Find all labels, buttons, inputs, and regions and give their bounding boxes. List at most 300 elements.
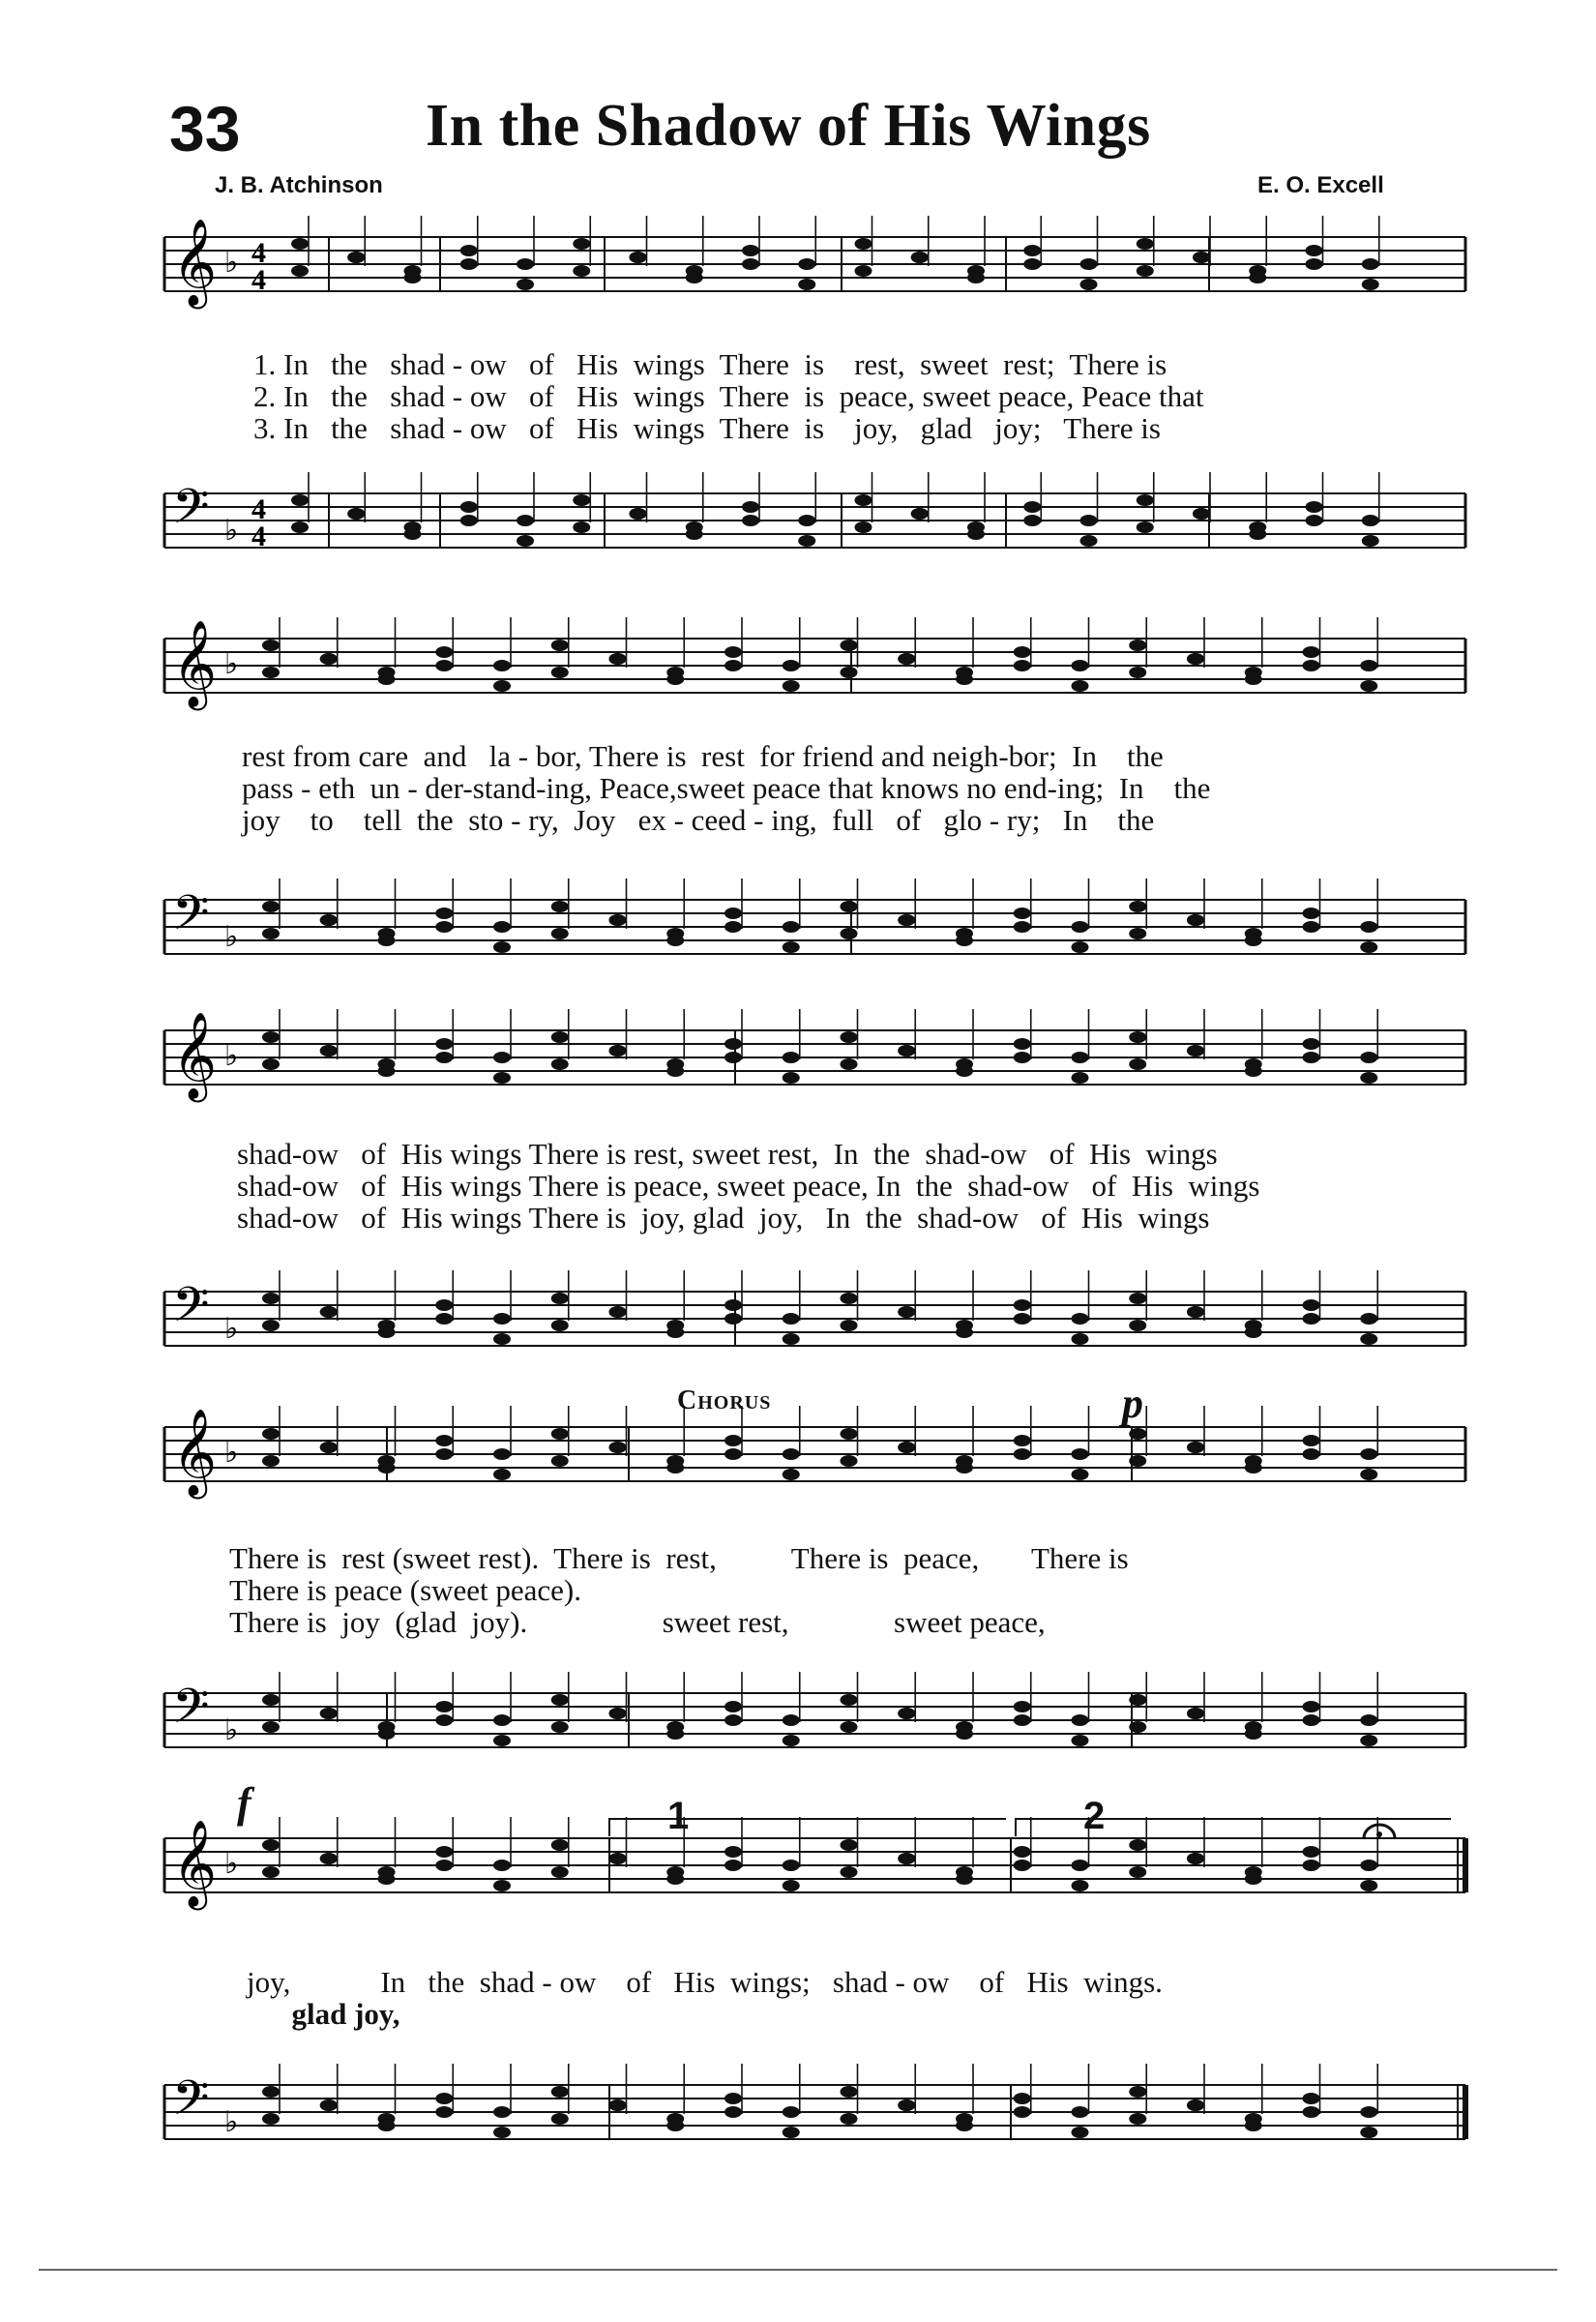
note-head	[1080, 515, 1098, 526]
note-head	[798, 515, 815, 526]
note-head	[1129, 667, 1146, 678]
note-head	[841, 2086, 858, 2098]
note-head	[1072, 1469, 1089, 1480]
lyric-line: There is joy (glad joy). sweet rest, sweet peace,	[229, 1605, 1046, 1639]
note-head	[724, 1052, 742, 1063]
note-head	[1362, 279, 1379, 290]
page-bottom-rule	[39, 2269, 1557, 2271]
note-head	[742, 245, 759, 256]
note-head	[783, 1313, 800, 1325]
note-head	[855, 494, 872, 506]
time-signature: 4	[251, 521, 266, 552]
note-head	[320, 653, 338, 665]
treble-clef: 𝄞	[172, 1820, 218, 1907]
note-head	[783, 1735, 800, 1746]
note-head	[956, 1728, 973, 1740]
note-head	[493, 1333, 511, 1345]
note-head	[551, 1058, 569, 1070]
note-head	[783, 2106, 800, 2118]
note-head	[666, 1728, 684, 1740]
note-head	[1014, 921, 1031, 933]
note-head	[956, 2120, 973, 2131]
second-ending-bracket	[1016, 1819, 1451, 1836]
dynamic-marking: p	[1122, 1380, 1143, 1427]
note-head	[1360, 1333, 1377, 1345]
note-head	[1072, 1313, 1089, 1325]
note-head	[1129, 928, 1146, 939]
note-head	[262, 667, 280, 678]
note-head	[1360, 1880, 1377, 1891]
note-head	[573, 521, 590, 533]
note-head	[956, 1326, 973, 1338]
note-head	[1303, 1860, 1320, 1871]
note-head	[666, 2120, 684, 2131]
note-head	[517, 279, 534, 290]
note-head	[956, 1462, 973, 1474]
note-head	[724, 1701, 742, 1712]
note-head	[262, 1866, 280, 1878]
note-head	[1303, 1052, 1320, 1063]
note-head	[841, 901, 858, 912]
note-head	[1137, 238, 1154, 250]
note-head	[666, 673, 684, 685]
note-head	[1014, 1448, 1031, 1460]
note-head	[517, 535, 534, 547]
note-head	[1193, 508, 1210, 520]
first-ending-number: 1	[667, 1795, 690, 1837]
note-head	[262, 1293, 280, 1304]
note-head	[855, 265, 872, 277]
note-head	[898, 2099, 915, 2111]
note-head	[1129, 1721, 1146, 1733]
note-head	[666, 935, 684, 946]
note-head	[551, 2113, 569, 2125]
note-head	[1303, 646, 1320, 658]
note-head	[783, 1880, 800, 1891]
note-head	[1129, 1455, 1146, 1467]
note-head	[262, 1455, 280, 1467]
note-head	[1072, 941, 1089, 953]
note-head	[460, 515, 478, 526]
note-head	[493, 921, 511, 933]
note-head	[1014, 2093, 1031, 2104]
note-head	[460, 245, 478, 256]
key-signature-flat: ♭	[224, 514, 239, 548]
note-head	[435, 1299, 453, 1311]
note-head	[320, 914, 338, 926]
note-head	[724, 1038, 742, 1050]
note-head	[724, 921, 742, 933]
note-head	[493, 1880, 511, 1891]
note-head	[783, 2127, 800, 2138]
note-head	[841, 1428, 858, 1440]
note-head	[320, 1306, 338, 1318]
note-head	[1080, 279, 1098, 290]
note-head	[1362, 535, 1379, 547]
note-head	[783, 1860, 800, 1871]
note-head	[435, 1846, 453, 1858]
note-head	[1360, 1469, 1377, 1480]
note-head	[551, 901, 569, 912]
note-head	[1303, 921, 1320, 933]
note-head	[630, 252, 647, 263]
note-head	[517, 258, 534, 270]
note-head	[841, 2113, 858, 2125]
note-head	[1014, 1313, 1031, 1325]
note-head	[1360, 1052, 1377, 1063]
note-head	[898, 1045, 915, 1057]
note-head	[783, 680, 800, 692]
note-head	[724, 908, 742, 919]
note-head	[460, 258, 478, 270]
note-head	[1072, 680, 1089, 692]
note-head	[1014, 1701, 1031, 1712]
note-head	[1187, 2099, 1204, 2111]
note-head	[1014, 1052, 1031, 1063]
note-head	[1303, 2106, 1320, 2118]
note-head	[493, 1052, 511, 1063]
note-head	[262, 1721, 280, 1733]
bass-clef: 𝄢	[172, 885, 210, 953]
note-head	[262, 1031, 280, 1043]
note-head	[1360, 680, 1377, 692]
lyric-line: joy to tell the sto - ry, Joy ex - ceed - ing, full of glo - ry; In the	[242, 803, 1155, 837]
note-head	[1187, 914, 1204, 926]
note-head	[1129, 1293, 1146, 1304]
time-signature: 4	[251, 264, 266, 296]
note-head	[1245, 1462, 1262, 1474]
note-head	[378, 1065, 396, 1077]
lyric-line: There is peace (sweet peace).	[229, 1573, 582, 1607]
note-head	[724, 1860, 742, 1871]
note-head	[742, 501, 759, 513]
note-head	[841, 1031, 858, 1043]
time-signature: 4	[251, 493, 266, 525]
dynamic-marking: f	[237, 1779, 251, 1827]
note-head	[1187, 653, 1204, 665]
note-head	[1360, 660, 1377, 671]
note-head	[1072, 1052, 1089, 1063]
note-head	[1303, 660, 1320, 671]
note-head	[435, 1052, 453, 1063]
note-head	[1360, 1313, 1377, 1325]
note-head	[1129, 640, 1146, 651]
lyric-line: 2. In the shad - ow of His wings There is peace, sweet peace, Peace that	[253, 379, 1204, 413]
note-head	[1072, 2106, 1089, 2118]
note-head	[404, 528, 422, 540]
note-head	[666, 1065, 684, 1077]
note-head	[1129, 1058, 1146, 1070]
composer-credit: E. O. Excell	[1257, 172, 1384, 198]
note-head	[898, 1306, 915, 1318]
note-head	[1072, 1860, 1089, 1871]
note-head	[724, 1313, 742, 1325]
note-head	[551, 640, 569, 651]
note-head	[551, 1428, 569, 1440]
note-head	[493, 1714, 511, 1726]
note-head	[320, 1442, 338, 1453]
note-head	[378, 673, 396, 685]
note-head	[841, 1866, 858, 1878]
note-head	[609, 1045, 627, 1057]
note-head	[841, 928, 858, 939]
note-head	[1129, 1428, 1146, 1440]
note-head	[1360, 1448, 1377, 1460]
note-head	[841, 1839, 858, 1851]
note-head	[1245, 1065, 1262, 1077]
note-head	[1245, 1326, 1262, 1338]
note-head	[378, 2120, 396, 2131]
note-head	[1360, 2127, 1377, 2138]
treble-clef: 𝄞	[172, 1012, 218, 1099]
note-head	[1129, 1839, 1146, 1851]
note-head	[1360, 941, 1377, 953]
note-head	[898, 1442, 915, 1453]
key-signature-flat: ♭	[224, 1039, 239, 1073]
note-head	[1187, 1708, 1204, 1719]
note-head	[841, 1320, 858, 1331]
note-head	[742, 515, 759, 526]
note-head	[898, 1853, 915, 1864]
note-head	[724, 660, 742, 671]
note-head	[551, 1455, 569, 1467]
note-head	[347, 252, 365, 263]
note-head	[798, 258, 815, 270]
note-head	[855, 238, 872, 250]
note-head	[291, 494, 309, 506]
note-head	[404, 272, 422, 283]
note-head	[666, 1326, 684, 1338]
note-head	[493, 1313, 511, 1325]
note-head	[378, 1462, 396, 1474]
note-head	[911, 252, 929, 263]
note-head	[1303, 908, 1320, 919]
note-head	[551, 1866, 569, 1878]
note-head	[841, 667, 858, 678]
note-head	[551, 1721, 569, 1733]
hymn-title: In the Shadow of His Wings	[426, 93, 1151, 159]
note-head	[1129, 901, 1146, 912]
note-head	[1187, 1853, 1204, 1864]
note-head	[493, 1735, 511, 1746]
note-head	[435, 2106, 453, 2118]
treble-clef: 𝄞	[172, 1409, 218, 1496]
note-head	[347, 508, 365, 520]
note-head	[262, 1320, 280, 1331]
hymn-number: 33	[169, 93, 241, 164]
note-head	[666, 1462, 684, 1474]
note-head	[493, 2127, 511, 2138]
note-head	[1362, 258, 1379, 270]
note-head	[493, 680, 511, 692]
lyric-line: joy, In the shad - ow of His wings; shad - ow of His wings.	[247, 1965, 1163, 1999]
note-head	[1306, 501, 1323, 513]
note-head	[1129, 1866, 1146, 1878]
note-head	[378, 1873, 396, 1885]
note-head	[551, 1031, 569, 1043]
note-head	[841, 1293, 858, 1304]
note-head	[783, 1469, 800, 1480]
note-head	[551, 667, 569, 678]
note-head	[609, 1306, 627, 1318]
note-head	[1360, 1714, 1377, 1726]
note-head	[493, 941, 511, 953]
note-head	[609, 1708, 627, 1719]
note-head	[551, 2086, 569, 2098]
note-head	[1023, 245, 1041, 256]
note-head	[1249, 528, 1266, 540]
note-head	[724, 646, 742, 658]
key-signature-flat: ♭	[224, 1847, 239, 1881]
note-head	[1303, 1435, 1320, 1446]
note-head	[1245, 1873, 1262, 1885]
note-head	[1245, 1728, 1262, 1740]
note-head	[609, 1442, 627, 1453]
lyric-line: glad joy,	[247, 1997, 400, 2031]
note-head	[1303, 1701, 1320, 1712]
note-head	[551, 1293, 569, 1304]
note-head	[967, 272, 985, 283]
lyricist-credit: J. B. Atchinson	[215, 172, 383, 198]
note-head	[493, 660, 511, 671]
key-signature-flat: ♭	[224, 246, 239, 280]
note-head	[435, 908, 453, 919]
note-head	[262, 1428, 280, 1440]
note-head	[855, 521, 872, 533]
note-head	[1245, 673, 1262, 685]
note-head	[435, 1435, 453, 1446]
note-head	[320, 1708, 338, 1719]
note-head	[551, 928, 569, 939]
note-head	[609, 2099, 627, 2111]
note-head	[573, 265, 590, 277]
chorus-label: Chorus	[677, 1385, 772, 1415]
note-head	[1129, 2086, 1146, 2098]
lyric-line: There is rest (sweet rest). There is rest, There is peace, There is	[229, 1541, 1129, 1575]
note-head	[1362, 515, 1379, 526]
note-head	[378, 1326, 396, 1338]
note-head	[1072, 1333, 1089, 1345]
note-head	[493, 1469, 511, 1480]
note-head	[1360, 1860, 1377, 1871]
note-head	[1306, 245, 1323, 256]
note-head	[1014, 646, 1031, 658]
note-head	[1129, 1694, 1146, 1706]
note-head	[798, 535, 815, 547]
note-head	[724, 1846, 742, 1858]
note-head	[1014, 1714, 1031, 1726]
key-signature-flat: ♭	[224, 1436, 239, 1470]
note-head	[1072, 1448, 1089, 1460]
note-head	[724, 2093, 742, 2104]
note-head	[783, 1333, 800, 1345]
note-head	[1129, 1320, 1146, 1331]
note-head	[666, 1873, 684, 1885]
note-head	[1187, 1442, 1204, 1453]
note-head	[1080, 535, 1098, 547]
note-head	[1187, 1045, 1204, 1057]
note-head	[724, 1435, 742, 1446]
bass-clef: 𝄢	[172, 1679, 210, 1746]
note-head	[1072, 921, 1089, 933]
note-head	[841, 640, 858, 651]
note-head	[1014, 1435, 1031, 1446]
note-head	[1023, 501, 1041, 513]
note-head	[262, 1058, 280, 1070]
note-head	[262, 901, 280, 912]
note-head	[1129, 1031, 1146, 1043]
note-head	[686, 528, 703, 540]
key-signature-flat: ♭	[224, 920, 239, 954]
note-head	[262, 928, 280, 939]
note-head	[262, 1694, 280, 1706]
note-head	[783, 941, 800, 953]
note-head	[967, 528, 985, 540]
note-head	[1014, 1846, 1031, 1858]
treble-clef: 𝄞	[172, 620, 218, 707]
note-head	[435, 1313, 453, 1325]
note-head	[724, 2106, 742, 2118]
note-head	[1303, 1038, 1320, 1050]
note-head	[320, 1045, 338, 1057]
note-head	[493, 1448, 511, 1460]
note-head	[783, 1448, 800, 1460]
note-head	[435, 1701, 453, 1712]
note-head	[435, 1714, 453, 1726]
note-head	[493, 2106, 511, 2118]
lyric-line: shad-ow of His wings There is peace, sweet peace, In the shad-ow of His wings	[237, 1169, 1260, 1203]
note-head	[551, 1694, 569, 1706]
time-signature: 4	[251, 237, 266, 269]
note-head	[1072, 2127, 1089, 2138]
note-head	[291, 521, 309, 533]
note-head	[320, 1853, 338, 1864]
note-head	[630, 508, 647, 520]
note-head	[686, 272, 703, 283]
note-head	[798, 279, 815, 290]
note-head	[1072, 1735, 1089, 1746]
note-head	[1014, 2106, 1031, 2118]
note-head	[609, 653, 627, 665]
note-head	[493, 1072, 511, 1084]
note-head	[435, 1038, 453, 1050]
note-head	[1137, 521, 1154, 533]
note-head	[1245, 935, 1262, 946]
note-head	[551, 1320, 569, 1331]
note-head	[1306, 515, 1323, 526]
note-head	[783, 660, 800, 671]
note-head	[1072, 660, 1089, 671]
note-head	[435, 1448, 453, 1460]
key-signature-flat: ♭	[224, 2105, 239, 2139]
note-head	[573, 494, 590, 506]
note-head	[1014, 660, 1031, 671]
key-signature-flat: ♭	[224, 1312, 239, 1346]
note-head	[1193, 252, 1210, 263]
lyric-line: rest from care and la - bor, There is rest for friend and neigh-bor; In the	[242, 739, 1164, 773]
note-head	[493, 1860, 511, 1871]
note-head	[1072, 1072, 1089, 1084]
note-head	[911, 508, 929, 520]
note-head	[956, 673, 973, 685]
note-head	[609, 914, 627, 926]
note-head	[956, 1065, 973, 1077]
note-head	[1187, 1306, 1204, 1318]
note-head	[1303, 1846, 1320, 1858]
note-head	[435, 1860, 453, 1871]
note-head	[1137, 494, 1154, 506]
note-head	[1249, 272, 1266, 283]
